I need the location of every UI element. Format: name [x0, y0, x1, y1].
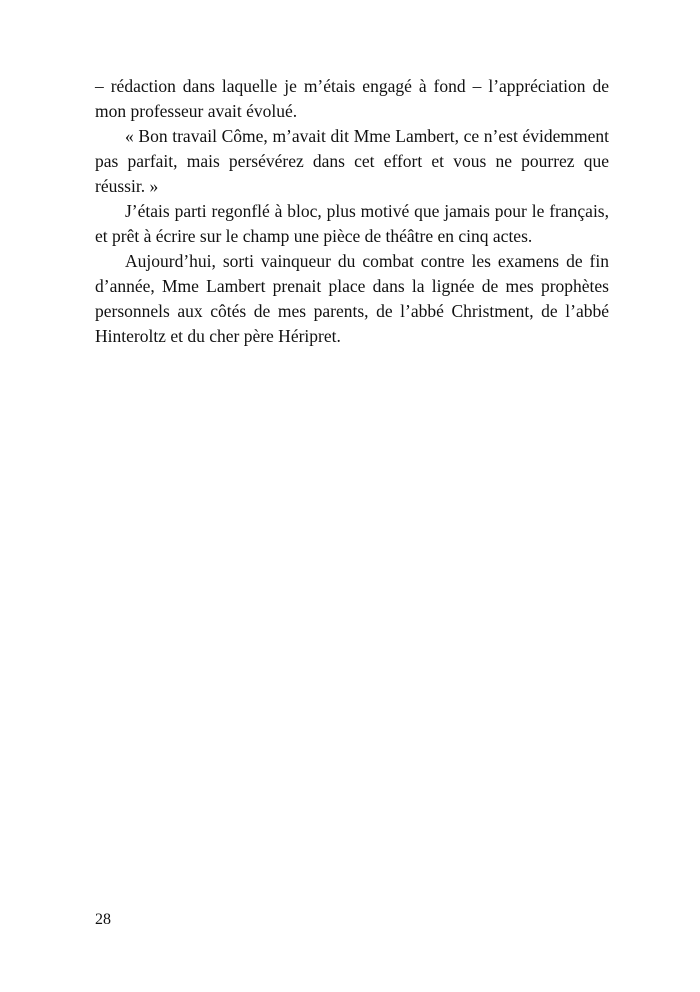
body-text: [95, 74, 609, 349]
page-number: 28: [95, 911, 111, 928]
paragraph: Aujourd’hui, sorti vainqueur du combat contre les examens de fin d’année, Mme Lambert prenait place dans la lignée de mes prophètes personnels aux côtés de mes parents, de l’abbé Christment, de l’abbé Hinteroltz et du cher père Héripret.: [95, 251, 609, 346]
paragraph: « Bon travail Côme, m’avait dit Mme Lambert, ce n’est évidemment pas parfait, mais persévérez dans cet effort et vous ne pourrez que réussir. »: [95, 126, 609, 196]
paragraph: – rédaction dans laquelle je m’étais engagé à fond – l’appréciation de mon professeur avait évolué.: [95, 76, 609, 121]
paragraph: J’étais parti regonflé à bloc, plus motivé que jamais pour le français, et prêt à écrire sur le champ une pièce de théâtre en cinq actes.: [95, 201, 609, 246]
